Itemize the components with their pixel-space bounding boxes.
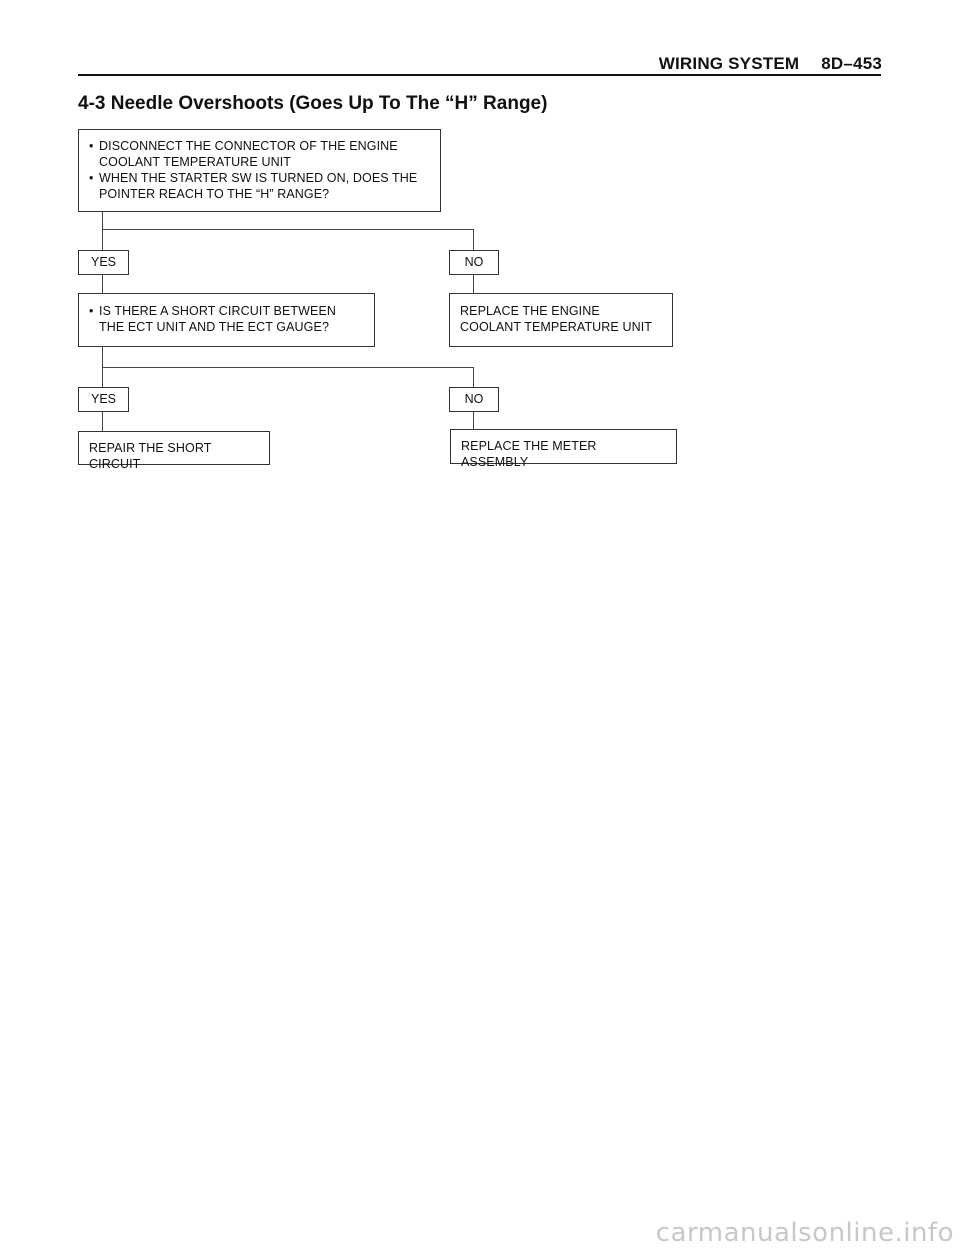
repair-short-circuit-box: REPAIR THE SHORT CIRCUIT — [78, 431, 270, 465]
step-1-item: • DISCONNECT THE CONNECTOR OF THE ENGINE COOLANT TEMPERATURE UNIT — [89, 138, 430, 170]
page-title: 4-3 Needle Overshoots (Goes Up To The “H” Range) — [78, 93, 548, 114]
watermark: carmanualsonline.info — [655, 1218, 954, 1248]
connector — [102, 412, 103, 432]
connector — [102, 367, 473, 368]
page-number: 8D–453 — [821, 54, 882, 73]
header-rule — [78, 74, 881, 76]
connector — [473, 275, 474, 294]
connector — [102, 211, 103, 251]
step-1-box — [78, 129, 441, 212]
replace-meter-assembly-box: REPLACE THE METER ASSEMBLY — [450, 429, 677, 464]
section-name: WIRING SYSTEM — [658, 54, 800, 73]
connector — [473, 412, 474, 430]
step-2-box — [78, 293, 375, 347]
no-label-2: NO — [449, 387, 499, 412]
connector — [102, 275, 103, 294]
no-label-1: NO — [449, 250, 499, 275]
page-header — [0, 54, 882, 74]
connector — [102, 229, 473, 230]
step-1-item: • WHEN THE STARTER SW IS TURNED ON, DOES THE POINTER REACH TO THE “H” RANGE? — [89, 170, 430, 202]
yes-label-2: YES — [78, 387, 129, 412]
replace-ect-unit-box: REPLACE THE ENGINE COOLANT TEMPERATURE UNIT — [449, 293, 673, 347]
connector — [473, 229, 474, 251]
yes-label-1: YES — [78, 250, 129, 275]
connector — [473, 367, 474, 388]
step-2-item: • IS THERE A SHORT CIRCUIT BETWEEN THE ECT UNIT AND THE ECT GAUGE? — [89, 303, 364, 335]
